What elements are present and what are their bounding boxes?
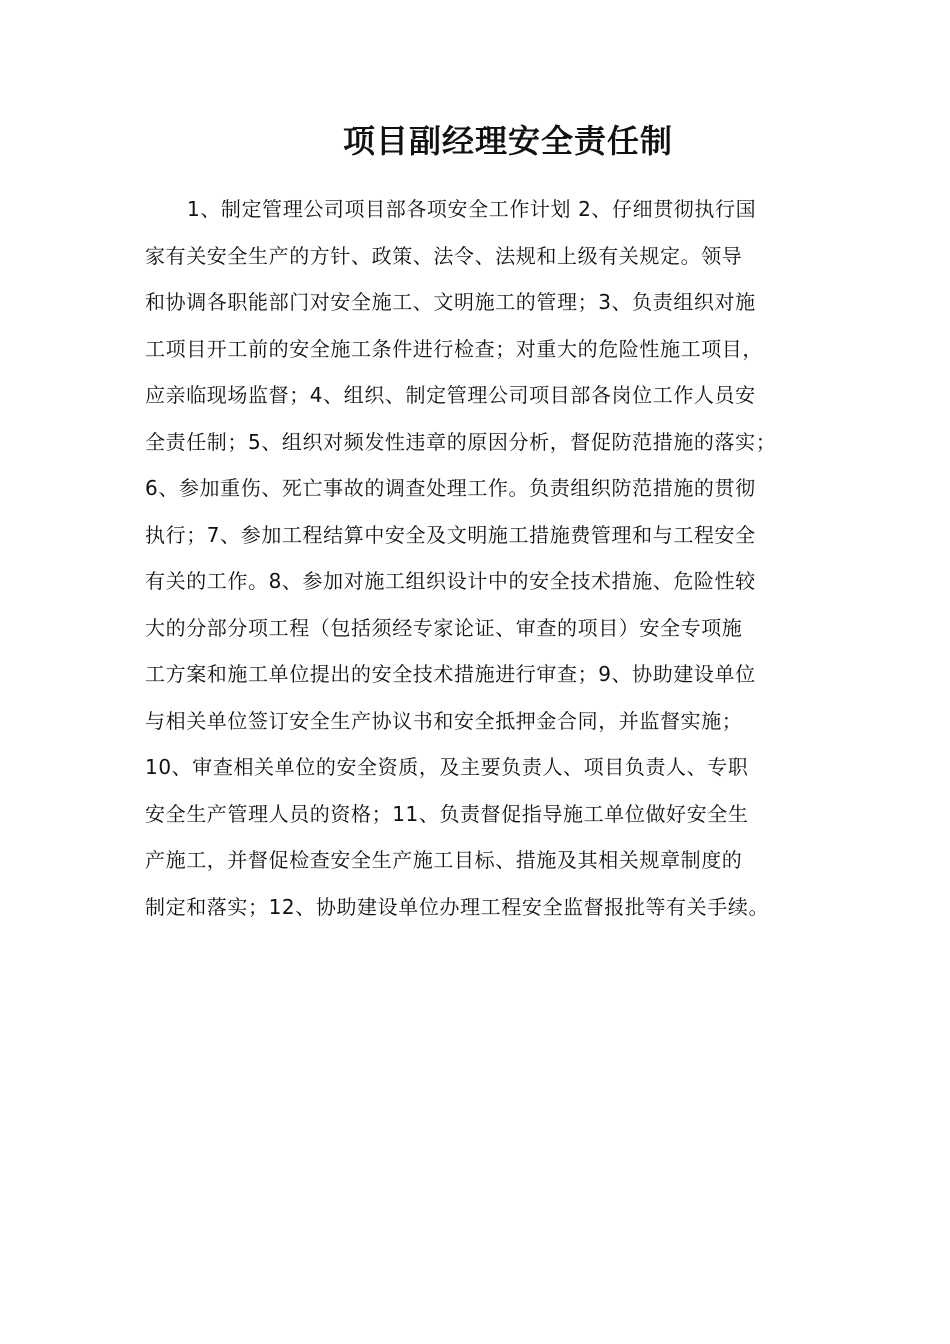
body-line: 1、制定管理公司项目部各项安全工作计划 2、仔细贯彻执行国 — [187, 197, 757, 221]
body-line: 执行；7、参加工程结算中安全及文明施工措施费管理和与工程安全 — [145, 522, 756, 547]
body-line: 大的分部分项工程（包括须经专家论证、审查的项目）安全专项施 — [145, 615, 743, 640]
document-title: 项目副经理安全责任制 — [342, 122, 673, 160]
body-line: 与相关单位签订安全生产协议书和安全抵押金合同，并监督实施； — [145, 708, 743, 733]
body-line: 和协调各职能部门对安全施工、文明施工的管理；3、负责组织对施 — [145, 290, 756, 314]
body-line: 6、参加重伤、死亡事故的调查处理工作。负责组织防范措施的贯彻 — [145, 476, 756, 500]
body-line: 有关的工作。8、参加对施工组织设计中的安全技术措施、危险性较 — [145, 569, 756, 593]
body-line: 全责任制；5、组织对频发性违章的原因分析，督促防范措施的落实； — [145, 429, 777, 454]
body-line: 工方案和施工单位提出的安全技术措施进行审查；9、协助建设单位 — [145, 662, 756, 686]
document-body — [145, 186, 825, 930]
body-line: 家有关安全生产的方针、政策、法令、法规和上级有关规定。领导 — [145, 243, 743, 268]
body-line: 工项目开工前的安全施工条件进行检查；对重大的危险性施工项目， — [145, 336, 763, 361]
body-line: 产施工，并督促检查安全生产施工目标、措施及其相关规章制度的 — [145, 848, 743, 872]
body-line: 安全生产管理人员的资格；11、负责督促指导施工单位做好安全生 — [145, 801, 749, 826]
body-line: 10、审查相关单位的安全资质，及主要负责人、项目负责人、专职 — [145, 755, 749, 779]
body-line: 应亲临现场监督；4、组织、制定管理公司项目部各岗位工作人员安 — [145, 383, 756, 407]
body-line: 制定和落实；12、协助建设单位办理工程安全监督报批等有关手续。 — [145, 894, 770, 919]
